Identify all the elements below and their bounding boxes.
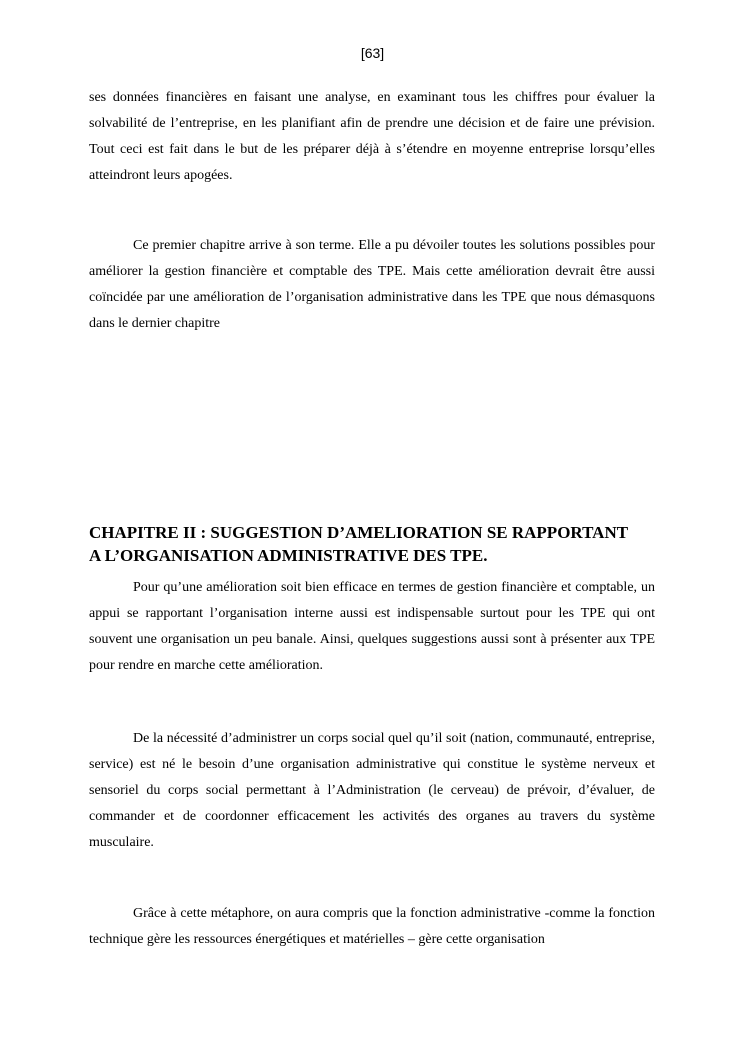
paragraph-chapter-conclusion: Ce premier chapitre arrive à son terme. Elle a pu dévoiler toutes les solutions possibles pour améliorer la gestion financière et comptable des TPE. Mais cette amélioration devrait être aussi coïncidée par une amélioration de l’organisation administrative dans les TPE que nous démasquons dans le dernier chapitre [89,238,655,331]
chapter-title [89,521,689,567]
page-number: [63] [360,45,385,61]
paragraph-introduction: Pour qu’une amélioration soit bien efficace en termes de gestion financière et comptable, un appui se rapportant l’organisation interne aussi est indispensable surtout pour les TPE qui ont souvent une organisation un peu banale. Ainsi, quelques suggestions aussi sont à présenter aux TPE pour rendre en marche cette amélioration. [89,580,655,673]
paragraph-metaphor: Grâce à cette métaphore, on aura compris que la fonction administrative -comme la fonction technique gère les ressources énergétiques et matérielles – gère cette organisation [89,906,655,947]
chapter-title-line-2: A L’ORGANISATION ADMINISTRATIVE DES TPE. [89,546,488,565]
chapter-title-line-1: CHAPITRE II : SUGGESTION D’AMELIORATION SE RAPPORTANT [89,523,629,542]
paragraph-administration: De la nécessité d’administrer un corps social quel qu’il soit (nation, communauté, entreprise, service) est né le besoin d’une organisation administrative qui constitue le système nerveux et sensoriel du corps social permettant à l’Administration (le cerveau) de prévoir, d’évaluer, de commander et de coordonner efficacement les activités des organes au travers du système musculaire. [89,731,655,850]
paragraph-continuation: ses données financières en faisant une analyse, en examinant tous les chiffres pour évaluer la solvabilité de l’entreprise, en les planifiant afin de prendre une décision et de faire une prévision. Tout ceci est fait dans le but de les préparer déjà à s’étendre en moyenne entreprise lorsqu’elles atteindront leurs apogées. [89,90,655,183]
